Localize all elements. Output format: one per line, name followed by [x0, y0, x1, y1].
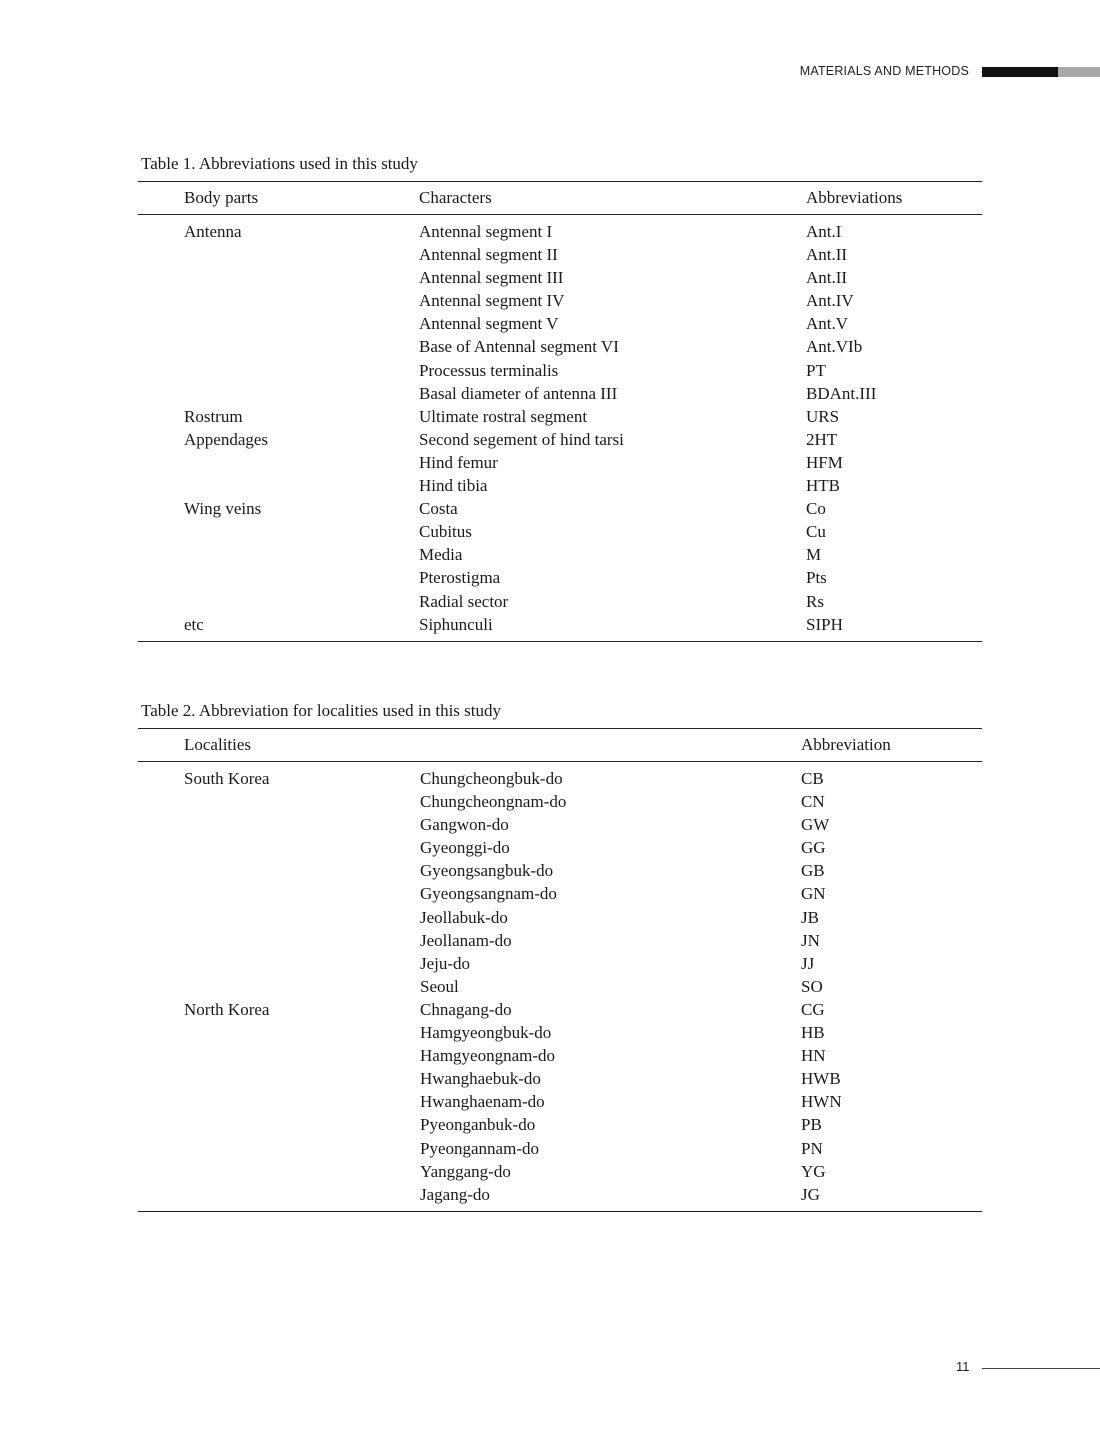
cell-col2: Ultimate rostral segment	[419, 406, 588, 426]
footer-rule	[982, 1368, 1100, 1369]
running-header-label: MATERIALS AND METHODS	[799, 64, 969, 78]
table1-header-row	[138, 182, 982, 214]
cell-col2: Processus terminalis	[419, 360, 559, 380]
table-row	[138, 1183, 982, 1206]
cell-col1: Wing veins	[184, 499, 262, 519]
cell-col1: Antenna	[184, 222, 242, 241]
cell-col1: North Korea	[184, 999, 270, 1019]
table-row	[138, 474, 982, 497]
table-row	[138, 998, 982, 1021]
cell-col3: HWB	[801, 1069, 841, 1089]
cell-col3: BDAnt.III	[806, 383, 877, 403]
cell-col3: JB	[801, 907, 819, 927]
table-row	[138, 952, 982, 975]
table-row	[138, 1044, 982, 1067]
cell-col3: URS	[806, 406, 840, 426]
cell-col2: Chungcheongbuk-do	[420, 769, 563, 788]
cell-col2: Siphunculi	[419, 614, 493, 634]
table1-bottom-rule	[138, 641, 982, 642]
table2-bottom-rule	[138, 1211, 982, 1212]
table1-header-body-parts: Body parts	[184, 188, 259, 207]
table-row	[138, 289, 982, 312]
table-row	[138, 335, 982, 358]
cell-col2: Chnagang-do	[420, 999, 512, 1019]
cell-col3: YG	[801, 1161, 826, 1181]
table-row	[138, 859, 982, 882]
cell-col2: Jeollanam-do	[420, 930, 512, 950]
table2-header-row	[138, 729, 982, 761]
cell-col3: Rs	[806, 591, 824, 611]
cell-col2: Radial sector	[419, 591, 509, 611]
cell-col2: Antennal segment I	[419, 222, 553, 241]
cell-col3: Cu	[806, 522, 826, 542]
cell-col2: Seoul	[420, 976, 459, 996]
table1-header-abbreviations: Abbreviations	[806, 188, 903, 207]
cell-col2: Pyeongannam-do	[420, 1138, 539, 1158]
cell-col3: CG	[801, 999, 825, 1019]
cell-col3: JN	[801, 930, 820, 950]
cell-col2: Base of Antennal segment VI	[419, 337, 619, 357]
table-row	[138, 767, 982, 790]
table-row	[138, 220, 982, 243]
cell-col1: Appendages	[184, 429, 269, 449]
table-row	[138, 359, 982, 382]
cell-col3: HFM	[806, 452, 843, 472]
table-row	[138, 975, 982, 998]
cell-col2: Second segement of hind tarsi	[419, 429, 624, 449]
table-row	[138, 790, 982, 813]
table1	[138, 181, 982, 642]
cell-col2: Gyeongsangnam-do	[420, 884, 557, 904]
table1-body	[138, 220, 982, 636]
page-number: 11	[956, 1359, 970, 1374]
table-row	[138, 497, 982, 520]
cell-col2: Hamgyeongbuk-do	[420, 1023, 552, 1043]
cell-col2: Pterostigma	[419, 568, 501, 588]
cell-col3: Ant.II	[806, 268, 848, 288]
cell-col3: Pts	[806, 568, 827, 588]
table-row	[138, 312, 982, 335]
table-row	[138, 836, 982, 859]
table-row	[138, 1090, 982, 1113]
cell-col2: Gyeongsangbuk-do	[420, 861, 554, 881]
table2-body	[138, 767, 982, 1206]
table2-header-abbreviation: Abbreviation	[801, 735, 891, 754]
table2-header-localities: Localities	[184, 735, 252, 754]
table1-caption: Table 1. Abbreviations used in this study	[141, 154, 418, 173]
cell-col1: etc	[184, 614, 204, 634]
table-row	[138, 813, 982, 836]
table-row	[138, 929, 982, 952]
table2-caption: Table 2. Abbreviation for localities used in this study	[141, 701, 501, 720]
table-row	[138, 451, 982, 474]
cell-col2: Hwanghaenam-do	[420, 1092, 545, 1112]
cell-col2: Pyeonganbuk-do	[420, 1115, 536, 1135]
cell-col3: Ant.VIb	[806, 337, 863, 357]
header-bar-dark	[982, 67, 1058, 77]
cell-col2: Hwanghaebuk-do	[420, 1069, 541, 1089]
cell-col3: JG	[801, 1184, 820, 1204]
table-row	[138, 543, 982, 566]
cell-col3: PB	[801, 1115, 822, 1135]
table-row	[138, 590, 982, 613]
cell-col3: PT	[806, 360, 826, 380]
table-row	[138, 906, 982, 929]
cell-col2: Antennal segment II	[419, 245, 558, 265]
cell-col2: Media	[419, 545, 463, 565]
cell-col2: Jeju-do	[420, 953, 471, 973]
cell-col1: Rostrum	[184, 406, 243, 426]
table-row	[138, 1067, 982, 1090]
table1-header-characters: Characters	[419, 188, 492, 207]
cell-col2: Jeollabuk-do	[420, 907, 508, 927]
cell-col3: HWN	[801, 1092, 842, 1112]
cell-col3: GB	[801, 861, 825, 881]
cell-col2: Cubitus	[419, 522, 472, 542]
cell-col2: Gangwon-do	[420, 815, 509, 835]
cell-col3: HN	[801, 1046, 826, 1066]
table-row	[138, 405, 982, 428]
cell-col2: Antennal segment IV	[419, 291, 565, 311]
table-row	[138, 520, 982, 543]
table-row	[138, 1160, 982, 1183]
cell-col3: SO	[801, 976, 823, 996]
cell-col3: CN	[801, 792, 825, 812]
cell-col3: HTB	[806, 476, 840, 496]
cell-col3: PN	[801, 1138, 823, 1158]
cell-col3: HB	[801, 1023, 825, 1043]
cell-col3: 2HT	[806, 429, 838, 449]
cell-col3: Ant.V	[806, 314, 849, 334]
cell-col3: GN	[801, 884, 826, 904]
table-row	[138, 243, 982, 266]
table-row	[138, 428, 982, 451]
cell-col2: Hind femur	[419, 452, 498, 472]
cell-col3: JJ	[801, 953, 815, 973]
cell-col2: Gyeonggi-do	[420, 838, 510, 858]
header-bar-light	[1058, 67, 1100, 77]
table-row	[138, 266, 982, 289]
table-row	[138, 1021, 982, 1044]
cell-col2: Costa	[419, 499, 458, 519]
table-row	[138, 1113, 982, 1136]
cell-col3: Co	[806, 499, 826, 519]
cell-col3: CB	[801, 769, 824, 788]
cell-col3: GG	[801, 838, 826, 858]
cell-col1: South Korea	[184, 769, 270, 788]
cell-col3: Ant.IV	[806, 291, 854, 311]
cell-col3: Ant.I	[806, 222, 842, 241]
table-row	[138, 613, 982, 636]
table2	[138, 728, 982, 1212]
cell-col2: Antennal segment III	[419, 268, 564, 288]
table-row	[138, 566, 982, 589]
table-row	[138, 882, 982, 905]
table-row	[138, 1137, 982, 1160]
cell-col2: Antennal segment V	[419, 314, 559, 334]
cell-col2: Hamgyeongnam-do	[420, 1046, 556, 1066]
cell-col2: Chungcheongnam-do	[420, 792, 567, 812]
table-row	[138, 382, 982, 405]
cell-col2: Basal diameter of antenna III	[419, 383, 618, 403]
cell-col3: GW	[801, 815, 830, 835]
cell-col3: SIPH	[806, 614, 843, 634]
cell-col3: M	[806, 545, 822, 565]
cell-col3: Ant.II	[806, 245, 848, 265]
cell-col2: Yanggang-do	[420, 1161, 511, 1181]
cell-col2: Jagang-do	[420, 1184, 490, 1204]
cell-col2: Hind tibia	[419, 476, 488, 496]
